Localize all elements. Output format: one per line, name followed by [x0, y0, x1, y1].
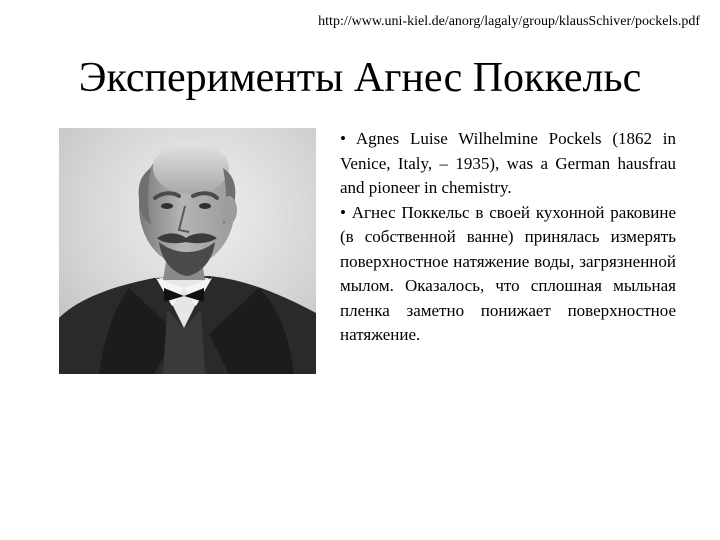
portrait-photo [59, 128, 316, 374]
bullet-marker: • [340, 202, 346, 222]
paragraph-text: Агнес Поккельс в своей кухонной раковине (в собственной ванне) принялась измерять поверхностное натяжение воды, загрязненной мылом. Оказалось, что сплошная мыльная пленка заметно понижает поверхностное натяжение. [340, 202, 676, 344]
paragraph-text: Agnes Luise Wilhelmine Pockels (1862 in Venice, Italy, – 1935), was a German hausfrau and pioneer in chemistry. [340, 129, 676, 197]
bullet-marker: • [340, 129, 346, 148]
paragraph-russian [340, 201, 676, 348]
slide-title: Эксперименты Агнес Поккельс [78, 55, 642, 101]
paragraph-english [340, 127, 676, 201]
source-url: http://www.uni-kiel.de/anorg/lagaly/group/klausSchiver/pockels.pdf [318, 14, 700, 29]
body-text [340, 127, 676, 348]
